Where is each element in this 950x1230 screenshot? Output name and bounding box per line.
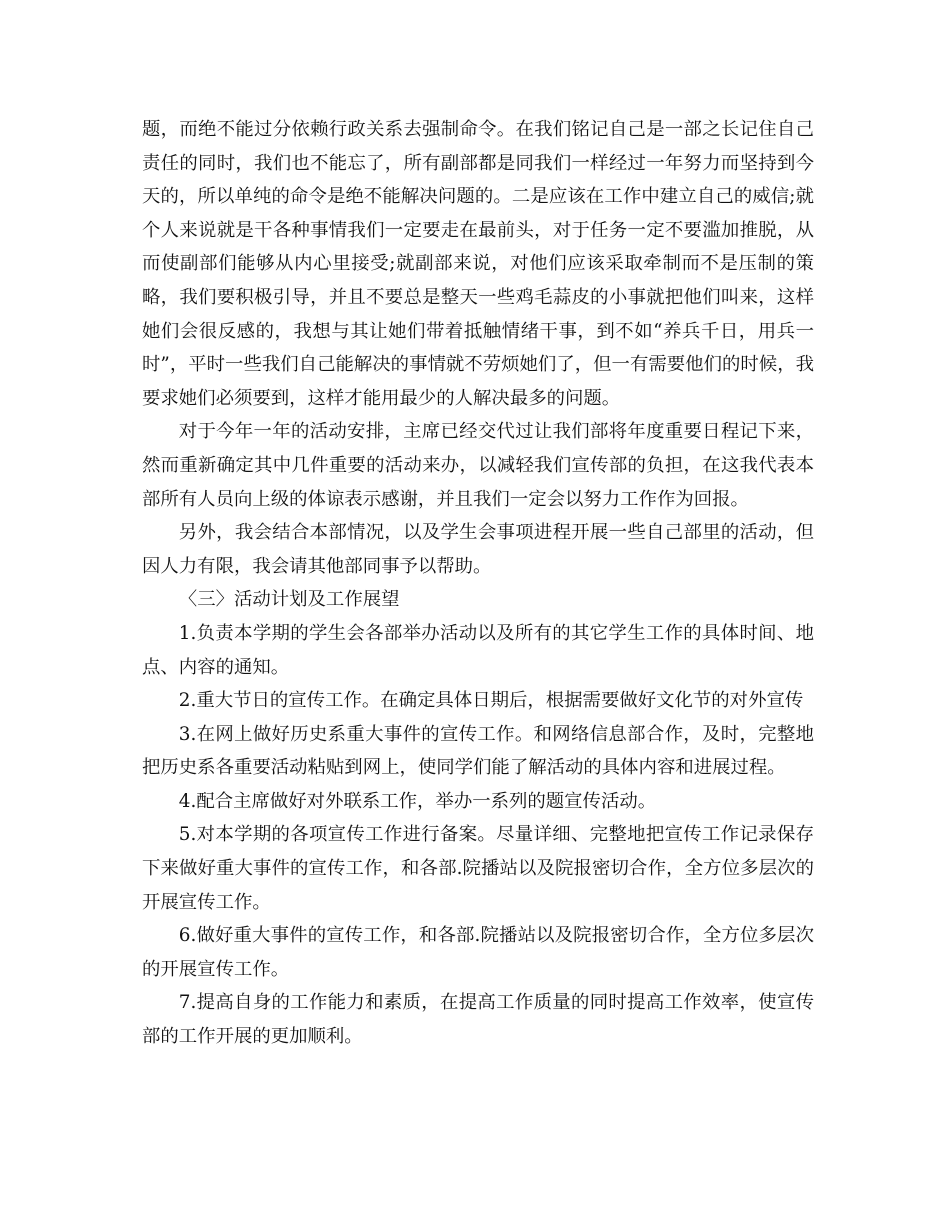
list-item-6: 6.做好重大事件的宣传工作，和各部.院播站以及院报密切合作，全方位多层次的开展宣传工作。 <box>142 925 814 980</box>
list-item-1: 1.负责本学期的学生会各部举办活动以及所有的其它学生工作的具体时间、地点、内容的通知。 <box>142 622 814 678</box>
list-item-3: 3.在网上做好历史系重大事件的宣传工作。和网络信息部合作，及时，完整地把历史系各重要活动粘贴到网上，使同学们能了解活动的具体内容和进展过程。 <box>142 723 814 779</box>
paragraph-continuation: 题，而绝不能过分依赖行政关系去强制命令。在我们铭记自己是一部之长记住自己责任的同时，我们也不能忘了，所有副部都是同我们一样经过一年努力而坚持到今天的，所以单纯的命令是绝不能解决问题的。二是应该在工作中建立自己的威信;就个人来说就是干各种事情我们一定要走在最前头，对于任务一定不要滥加推脱，从而使副部们能够从内心里接受;就副部来说，对他们应该采取牵制而不是压制的策略，我们要积极引导，并且不要总是整天一些鸡毛蒜皮的小事就把他们叫来，这样她们会很反感的，我想与其让她们带着抵触情绪干事，到不如“养兵千日，用兵一时”，平时一些我们自己能解决的事情就不劳烦她们了，但一有需要他们的时候，我要求她们必须要到，这样才能用最少的人解决最多的问题。 <box>142 119 814 409</box>
section-heading-plan-outlook: 〈三〉活动计划及工作展望 <box>178 589 400 611</box>
paragraph-activity-arrangement: 对于今年一年的活动安排，主席已经交代过让我们部将年度重要日程记下来，然而重新确定其中几件重要的活动来办，以减轻我们宣传部的负担，在这我代表本部所有人员向上级的体谅表示感谢，并且我们一定会以努力工作作为回报。 <box>142 421 814 510</box>
list-item-2: 2.重大节日的宣传工作。在确定具体日期后，根据需要做好文化节的对外宣传 <box>178 690 804 712</box>
document-body <box>142 113 814 1054</box>
list-item-7: 7.提高自身的工作能力和素质，在提高工作质量的同时提高工作效率，使宣传部的工作开展的更加顺利。 <box>142 992 814 1048</box>
paragraph-department-activities: 另外，我会结合本部情况，以及学生会事项进程开展一些自己部里的活动，但因人力有限，我会请其他部同事予以帮助。 <box>142 522 814 577</box>
list-item-5: 5.对本学期的各项宣传工作进行备案。尽量详细、完整地把宣传工作记录保存下来做好重大事件的宣传工作，和各部.院播站以及院报密切合作，全方位多层次的开展宣传工作。 <box>142 824 814 913</box>
list-item-4: 4.配合主席做好对外联系工作，举办一系列的题宣传活动。 <box>178 790 657 812</box>
